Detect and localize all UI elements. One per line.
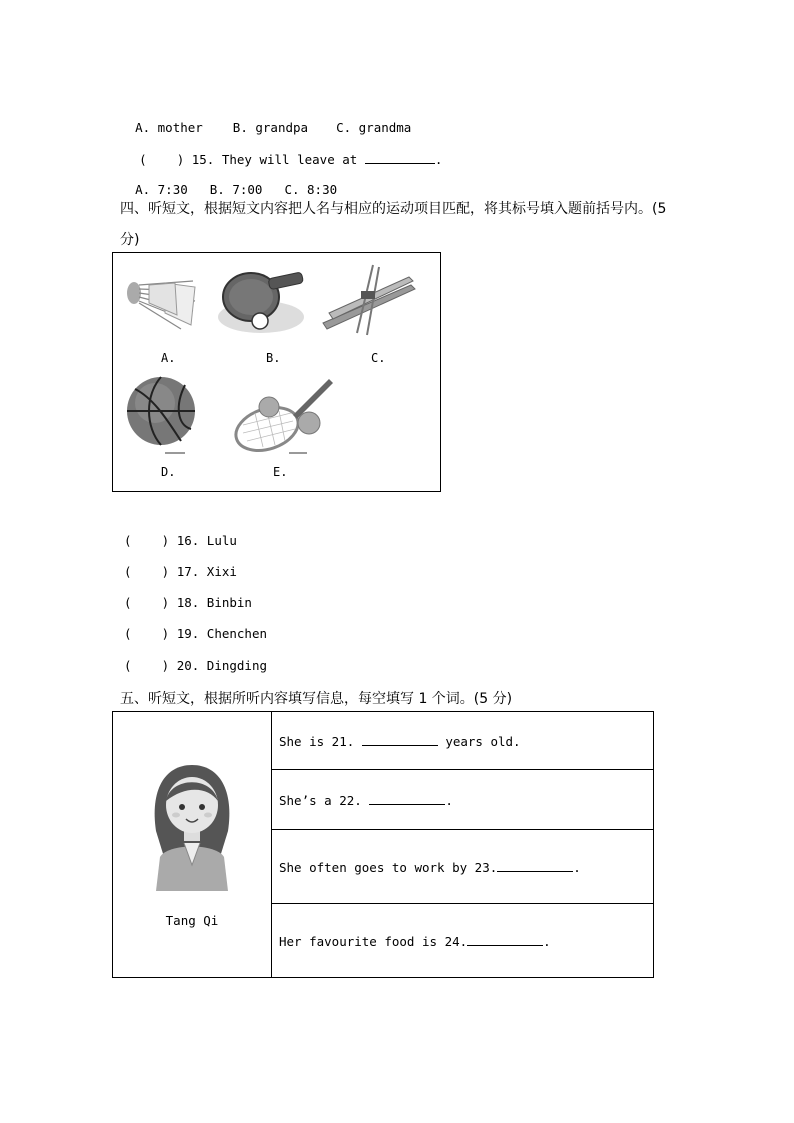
answer-blank[interactable] [467,933,543,946]
q14-option-a: A. mother [135,120,203,135]
match-item-17 [124,564,237,579]
answer-blank[interactable] [365,151,435,164]
sport-label-b: B. [266,351,281,365]
info-row-23 [272,830,654,904]
match-item-16 [124,533,237,548]
info-row-21 [272,712,654,770]
girl-avatar-icon [150,761,234,891]
match-item-text: 19. Chenchen [176,626,267,641]
answer-paren[interactable]: ( ) [124,595,170,610]
section4-heading-line1: 四、听短文，根据短文内容把人名与相应的运动项目匹配，将其标号填入题前括号内。(5 [120,201,667,217]
answer-paren[interactable]: ( ) [124,533,170,548]
match-item-18 [124,595,252,610]
match-item-text: 20. Dingding [176,658,267,673]
answer-blank[interactable] [497,859,573,872]
q14-option-b: B. grandpa [232,120,309,135]
info-text: She often goes to work by 23. [279,859,498,875]
info-text-after: years old. [445,733,521,749]
q14-option-c: C. grandma [336,120,412,135]
info-table [112,711,654,978]
match-item-text: 17. Xixi [176,564,237,579]
q15-text: 15. They will leave at [191,152,358,167]
q15-option-c: C. 8:30 [284,182,338,197]
answer-paren[interactable]: ( ) [124,658,170,673]
info-row-22 [272,770,654,830]
match-item-text: 18. Binbin [176,595,252,610]
answer-blank[interactable] [362,733,438,746]
badminton-shuttlecock-icon [125,273,197,335]
sport-label-a: A. [161,351,176,365]
sport-label-e: E. [273,465,288,479]
skis-icon [321,263,417,337]
info-row-24 [272,904,654,978]
info-text: She’s a 22. [279,792,362,808]
info-text: Her favourite food is 24. [279,933,468,949]
answer-paren[interactable]: ( ) [124,564,170,579]
q14-options [120,105,411,135]
match-item-19 [124,626,267,641]
tennis-racket-icon [233,373,337,455]
info-text: She is 21. [279,733,355,749]
answer-paren[interactable]: ( ) [139,152,185,167]
q15-option-a: A. 7:30 [135,182,188,197]
q15-period: . [434,152,443,167]
ping-pong-paddle-icon [216,267,306,335]
info-text-after: . [543,933,551,949]
basketball-icon [125,375,199,455]
sport-label-d: D. [161,465,176,479]
match-item-text: 16. Lulu [176,533,237,548]
q15-line [124,136,442,167]
sport-label-c: C. [371,351,386,365]
info-text-after: . [573,859,581,875]
q15-option-b: B. 7:00 [209,182,263,197]
person-name: Tang Qi [165,913,219,928]
sports-picture-box [112,252,441,492]
section5-heading: 五、听短文，根据所听内容填写信息，每空填写 1 个词。(5 分) [120,691,513,707]
match-item-20 [124,658,267,673]
q15-options [120,167,337,197]
answer-paren[interactable]: ( ) [124,626,170,641]
info-text-after: . [445,792,453,808]
answer-blank[interactable] [369,792,445,805]
person-cell [113,712,272,978]
section4-heading-line2: 分) [120,232,140,248]
